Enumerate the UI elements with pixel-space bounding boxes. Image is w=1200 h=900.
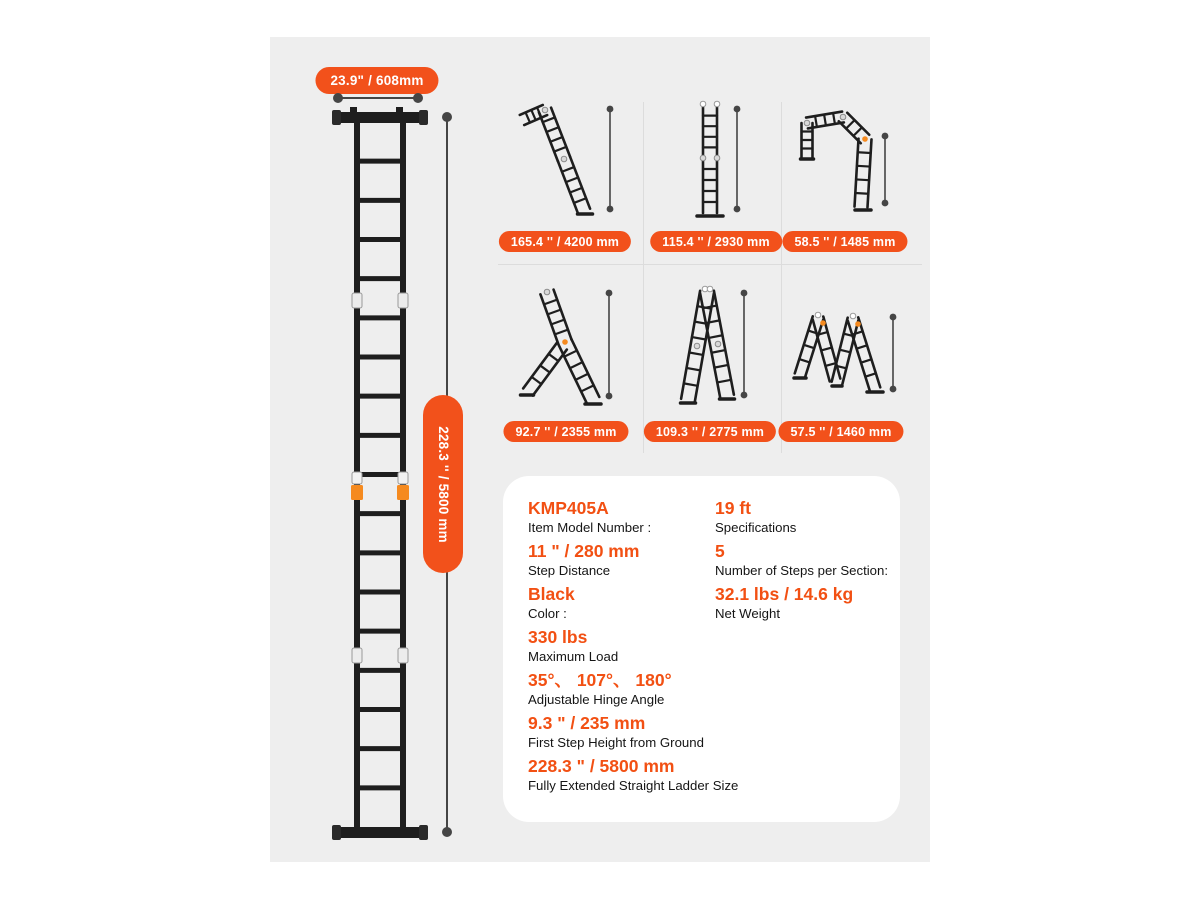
dimension-endpoint-dot [442,112,452,122]
config-dimension-pill: 92.7 '' / 2355 mm [503,421,628,442]
grid-divider [643,102,644,453]
dimension-endpoint-dot [413,93,423,103]
top-width-dimension-pill: 23.9" / 608mm [315,67,438,94]
config-dimension-pill: 165.4 '' / 4200 mm [499,231,631,252]
full-height-dimension-pill: 228.3 '' / 5800 mm [423,395,463,573]
config-dimension-pill: 57.5 '' / 1460 mm [778,421,903,442]
config-icon-double-a-frame-scaffold [785,285,930,415]
spec-item-max-load: 330 lbs Maximum Load [528,627,619,664]
config-icon-straight-folded-ladder [645,95,785,225]
extended-straight-ladder-illustration [330,105,430,845]
grid-divider [498,264,922,265]
dimension-endpoint-dot [333,93,343,103]
spec-column-right [715,498,888,622]
spec-item-height-spec: 19 ft Specifications [715,498,797,535]
config-dimension-pill: 58.5 '' / 1485 mm [782,231,907,252]
config-icon-stairway-ladder [500,278,640,413]
spec-item-model-number: KMP405A Item Model Number : [528,498,652,535]
spec-item-first-step-height: 9.3 " / 235 mm First Step Height from Ground [528,713,704,750]
dimension-endpoint-dot [442,827,452,837]
spec-card [503,476,900,822]
spec-item-step-distance: 11 " / 280 mm Step Distance [528,541,640,578]
config-icon-extension-ladder [500,95,640,225]
config-dimension-pill: 109.3 '' / 2775 mm [644,421,776,442]
spec-item-hinge-angle: 35°、 107°、 180° Adjustable Hinge Angle [528,670,672,707]
config-icon-arch-scaffold [785,95,925,225]
top-dimension-line [341,97,419,99]
spec-item-steps-per-section: 5 Number of Steps per Section: [715,541,888,578]
spec-column-left [528,498,738,794]
spec-item-net-weight: 32.1 lbs / 14.6 kg Net Weight [715,584,854,621]
config-icon-a-frame-ladder [645,278,785,413]
config-dimension-pill: 115.4 '' / 2930 mm [650,231,782,252]
spec-item-color: Black Color : [528,584,575,621]
spec-item-extended-size: 228.3 " / 5800 mm Fully Extended Straight Ladder Size [528,756,739,793]
